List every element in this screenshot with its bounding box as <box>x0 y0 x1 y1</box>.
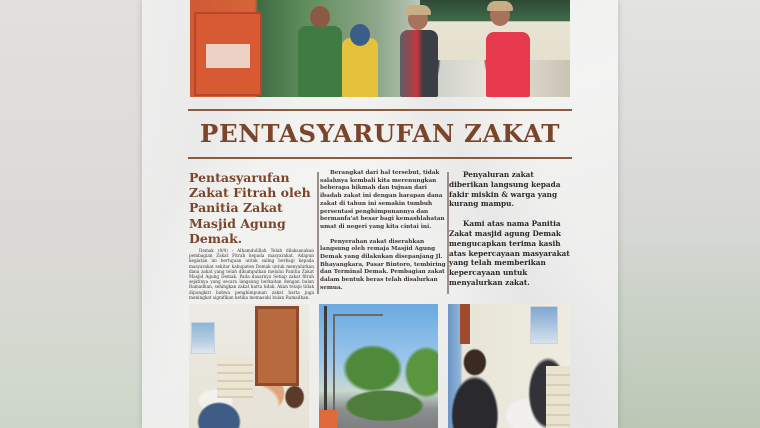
orange-object <box>319 410 337 428</box>
headline: PENTASYARUFAN ZAKAT <box>199 119 561 148</box>
person-head <box>350 24 370 46</box>
article-paragraph: Penyaluran zakat diberikan langsung kepada fakir miskin & warga yang kurang mampu. <box>449 170 561 209</box>
column-divider <box>317 172 319 294</box>
article-paragraph: Kami atas nama Panitia Zakat masjid agung Demak mengucapkan terima kasih atas kepercayaan masyarakat yang telah memberikan kepercayaan untuk menyalurkan zakat. <box>449 219 570 287</box>
top-photo <box>190 0 570 97</box>
person-red <box>486 32 530 97</box>
article-paragraph: Penyerahan zakat diserahkan langsung oleh remaja Masjid Agung Demak yang dilakukan disepanjang Jl. Bhayangkara, Pasar Bintoro, tembiring dan Terminal Demak. Pembagian zakat dalam bentuk beras telah disalurkan semua. <box>320 238 446 291</box>
article-column-3 <box>449 170 571 288</box>
article-paragraph: Berangkat dari hal tersebut, tidak salahnya kembali kita merenungkan beberapa hikmah dan tujuan dari ibadah zakat ini dengan harapan dana zakat di tahun ini semakin tumbuh persentasi penghimpunannya dan bermanfa'at besar bagi kemashlahatan umat di negeri yang kita cintai ini. <box>320 170 445 230</box>
headline-rule-top <box>188 109 572 111</box>
article-column-2 <box>320 170 446 293</box>
street-lamp-pole <box>333 314 335 414</box>
street-lamp-arm <box>333 314 383 316</box>
wooden-door <box>255 306 299 386</box>
utility-pole <box>324 306 327 416</box>
bottom-photo-1 <box>189 304 309 428</box>
article-subhead: Pentasyarufan Zakat Fitrah oleh Panitia Zakat Masjid Agung Demak. <box>189 170 311 246</box>
bottom-photo-2 <box>319 304 438 428</box>
wall-calendar <box>191 322 215 354</box>
newspaper-page <box>142 0 618 428</box>
rice-sacks <box>546 366 570 428</box>
orange-truck <box>194 12 262 96</box>
wall-calendar <box>530 306 558 344</box>
article-body: Demak (8/4) - Alhamdulillah Telah dilaksanakan pembagian Zakat Fitrah kepada masyarakat. Adapun kegiatan ini bertujuan untuk saling berbagi kepada masyarakat sekitar kabupaten Demak untuk menyalurkan dana zakat yang telah dikumpulkan melalui Panitia Zakat Masjid Agung Demak. Pada dasarnya Setiap zakat fitrah sejatinya yang secara langsung berkaitan dengan bulan Ramadhan, sehingkan zakat harta tidak. Akan tetapi tidak dipungkiri bahwa penghimpunan zakat harta juga meningkat signifikan ketika memasuki bulan Ramadhan. <box>189 248 314 300</box>
person-yellow <box>342 38 378 97</box>
window-frame <box>460 304 470 344</box>
article-column-1 <box>189 170 314 300</box>
background-right <box>618 0 760 428</box>
person-head-cap <box>408 8 428 30</box>
person-head-cap <box>490 4 510 26</box>
headline-rule-bottom <box>188 157 572 159</box>
person-grey-jacket <box>400 30 438 97</box>
background-left <box>0 0 142 428</box>
bottom-photo-3 <box>448 304 570 428</box>
rice-sacks <box>217 358 253 398</box>
person-green <box>298 26 342 97</box>
person-head <box>310 6 330 28</box>
